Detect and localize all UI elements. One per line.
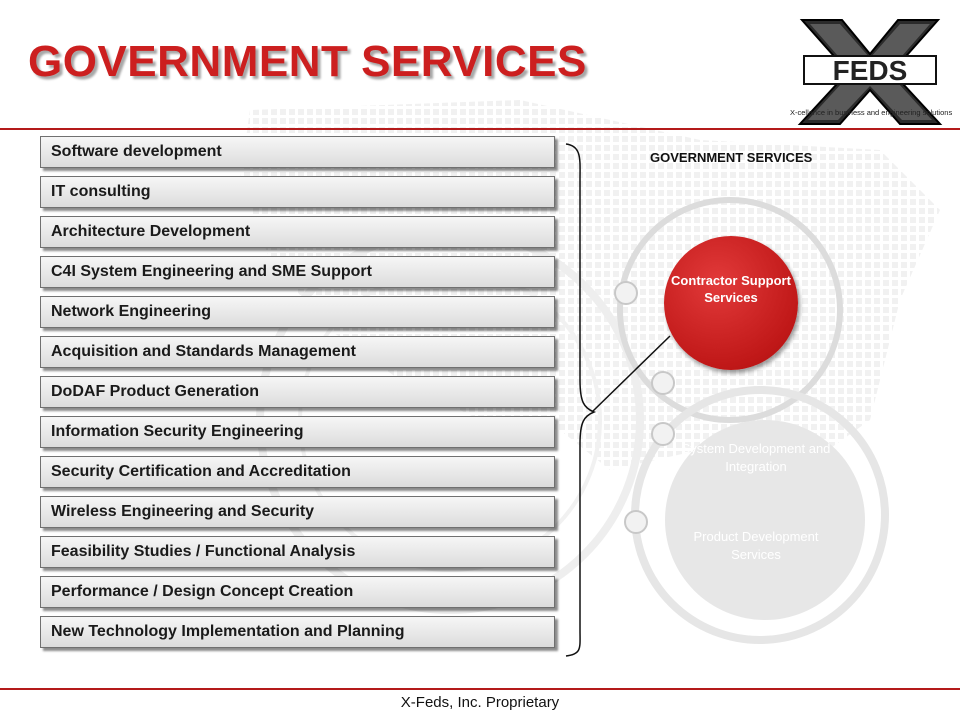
service-item [40,496,555,528]
service-label: New Technology Implementation and Planning [51,623,405,640]
services-list [40,136,555,656]
diagram-title: GOVERNMENT SERVICES [650,150,813,165]
contractor-support-label: Contractor Support Services [671,273,791,305]
service-label: Security Certification and Accreditation [51,463,351,480]
service-item [40,376,555,408]
service-item [40,296,555,328]
service-label: Wireless Engineering and Security [51,503,315,520]
service-label: C4I System Engineering and SME Support [51,263,372,280]
service-item [40,336,555,368]
service-item [40,176,555,208]
service-item [40,416,555,448]
services-diagram [560,140,960,660]
service-item [40,456,555,488]
service-label: IT consulting [51,183,151,200]
footer-rule [0,688,960,690]
service-item [40,256,555,288]
service-label: DoDAF Product Generation [51,383,260,400]
service-label: Network Engineering [51,303,212,320]
logo-tagline: X-cellence in business and engineering solutions [790,108,953,117]
service-label: Acquisition and Standards Management [51,343,356,360]
service-item [40,616,555,648]
service-label: Information Security Engineering [51,423,304,440]
footer-text: X-Feds, Inc. Proprietary [400,694,560,711]
contractor-support-circle [664,236,798,370]
logo-text: FEDS [832,55,908,86]
service-item [40,216,555,248]
service-item [40,536,555,568]
page-title: GOVERNMENT SERVICES [28,37,587,86]
service-item [40,136,555,168]
service-item [40,576,555,608]
system-development-label: System Development and Integration [681,441,831,474]
service-label: Architecture Development [51,223,251,240]
service-label: Software development [51,143,222,160]
header-rule [0,128,960,130]
product-development-label: Product Development Services [693,529,819,562]
service-label: Performance / Design Concept Creation [51,583,354,600]
service-label: Feasibility Studies / Functional Analysis [51,543,356,560]
